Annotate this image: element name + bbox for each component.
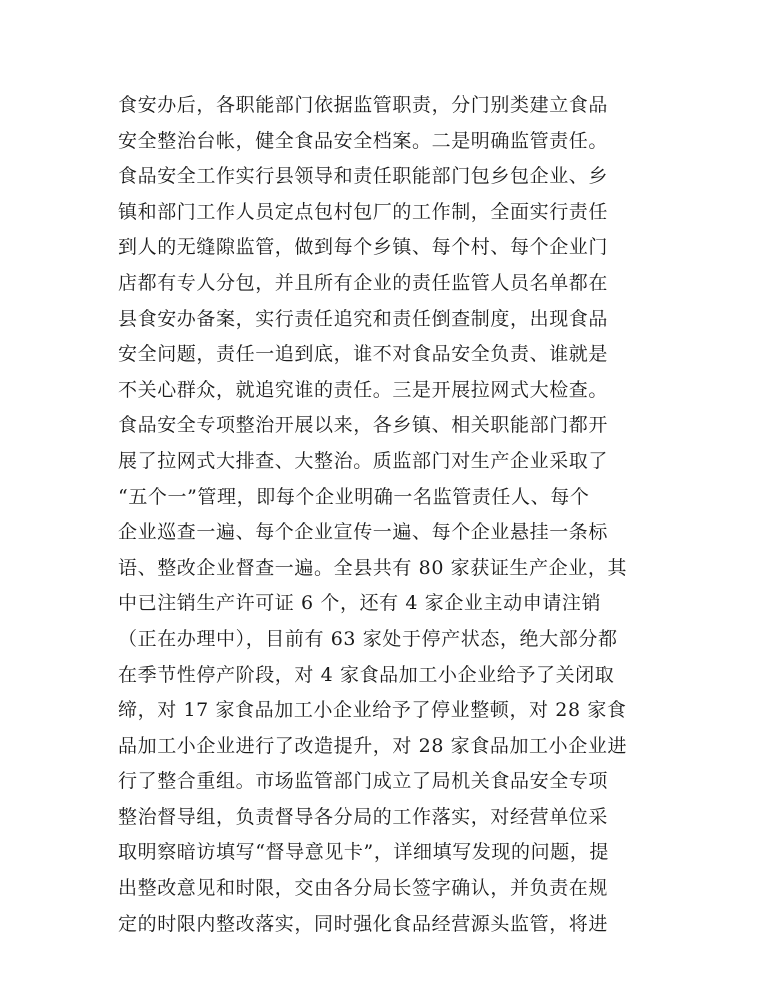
text-line: 在季节性停产阶段，对 4 家食品加工小企业给予了关闭取: [118, 663, 615, 686]
body-paragraph: [118, 88, 658, 942]
text-line: 安全整治台帐，健全食品安全档案。二是明确监管责任。: [118, 129, 609, 152]
text-line: 店都有专人分包，并且所有企业的责任监管人员名单都在: [118, 271, 609, 294]
text-line: 食品安全专项整治开展以来，各乡镇、相关职能部门都开: [118, 414, 609, 437]
text-line: 企业巡查一遍、每个企业宣传一遍、每个企业悬挂一条标: [118, 521, 609, 544]
text-line: （正在办理中），目前有 63 家处于停产状态，绝大部分都: [118, 627, 618, 650]
text-line: 食品安全工作实行县领导和责任职能部门包乡包企业、乡: [118, 165, 609, 188]
text-line: 食安办后，各职能部门依据监管职责，分门别类建立食品: [118, 94, 609, 116]
text-line: 品加工小企业进行了改造提升，对 28 家食品加工小企业进: [118, 734, 628, 757]
text-line: 展了拉网式大排查、大整治。质监部门对生产企业采取了: [118, 449, 609, 472]
text-line: 县食安办备案，实行责任追究和责任倒查制度，出现食品: [118, 307, 609, 330]
text-line: “五个一”管理，即每个企业明确一名监管责任人、每个: [118, 485, 590, 508]
text-line: 缔，对 17 家食品加工小企业给予了停业整顿，对 28 家食: [118, 699, 627, 722]
text-line: 语、整改企业督查一遍。全县共有 80 家获证生产企业，其: [118, 556, 628, 579]
text-line: 行了整合重组。市场监管部门成立了局机关食品安全专项: [118, 770, 609, 793]
text-line: 出整改意见和时限，交由各分局长签字确认，并负责在规: [118, 877, 609, 900]
text-line: 定的时限内整改落实，同时强化食品经营源头监管，将进: [118, 912, 609, 935]
text-line: 到人的无缝隙监管，做到每个乡镇、每个村、每个企业门: [118, 236, 609, 259]
text-line: 取明察暗访填写“督导意见卡”，详细填写发现的问题，提: [118, 841, 610, 864]
text-line: 不关心群众，就追究谁的责任。三是开展拉网式大检查。: [118, 378, 609, 401]
text-line: 整治督导组，负责督导各分局的工作落实，对经营单位采: [118, 805, 609, 828]
text-line: 安全问题，责任一追到底，谁不对食品安全负责、谁就是: [118, 343, 609, 366]
text-line: 中已注销生产许可证 6 个，还有 4 家企业主动申请注销: [118, 592, 602, 615]
text-line: 镇和部门工作人员定点包村包厂的工作制，全面实行责任: [118, 200, 609, 223]
